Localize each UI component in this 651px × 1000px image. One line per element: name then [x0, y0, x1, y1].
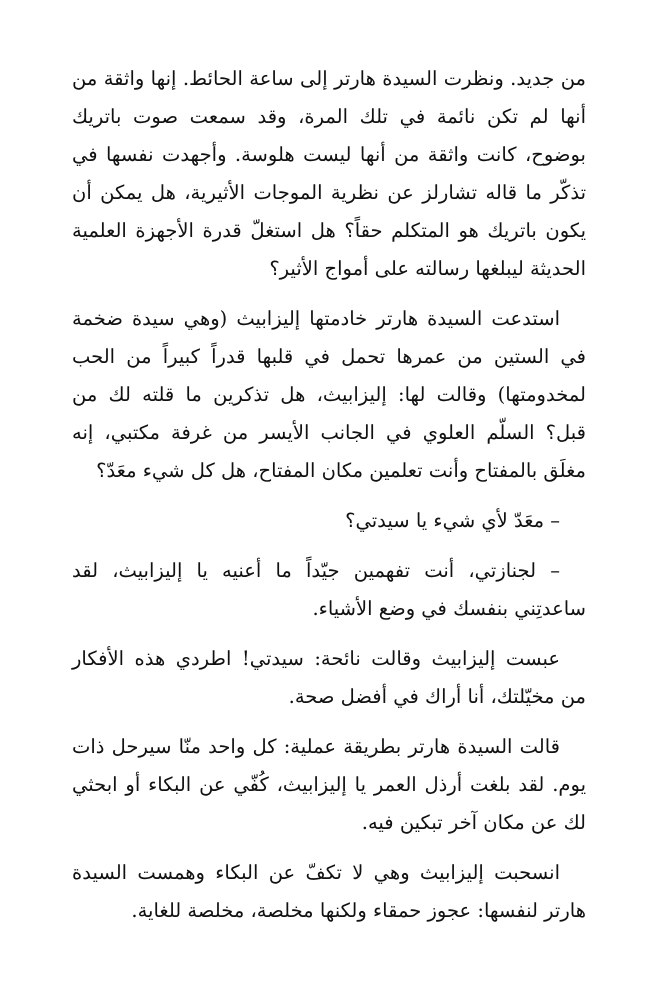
dialog-line-my-funeral: – لجنازتي، أنت تفهمين جيّداً ما أعنيه يا إليزابيث، لقد ساعدتِني بنفسك في وضع الأشياء.	[72, 559, 586, 620]
paragraph-practical-reply: قالت السيدة هارتر بطريقة عملية: كل واحد منّا سيرحل ذات يوم. لقد بلغت أرذل العمر يا إليزابيث، كُفّي عن البكاء أو ابحثي لك عن مكان آخر تبكين فيه.	[72, 735, 586, 834]
dialog-line-ready-for-what: – معَدّ لأي شيء يا سيدتي؟	[345, 509, 560, 532]
paragraph-continuation: من جديد. ونظرت السيدة هارتر إلى ساعة الحائط. إنها واثقة من أنها لم تكن نائمة في تلك المرة، وقد سمعت صوت باتريك بوضوح، كانت واثقة من أنها ليست هلوسة. وأجهدت نفسها في تذكّر ما قاله تشارلز عن نظرية الموجات الأثيرية، هل يمكن أن يكون باتريك هو المتكلم حقاً؟ هل استغلّ قدرة الأجهزة العلمية الحديثة ليبلغها رسالته على أمواج الأثير؟	[72, 67, 586, 280]
paragraph-elizabeth-summoned: استدعت السيدة هارتر خادمتها إليزابيث (وهي سيدة ضخمة في الستين من عمرها تحمل في قلبها قدراً كبيراً من الحب لمخدومتها) وقالت لها: إليزابيث، هل تذكرين ما قلته لك من قبل؟ السلّم العلوي في الجانب الأيسر من غرفة مكتبي، إنه مغلَق بالمفتاح وأنت تعلمين مكان المفتاح، هل كل شيء معَدّ؟	[72, 307, 586, 482]
paragraph-elizabeth-withdraws: انسحبت إليزابيث وهي لا تكفّ عن البكاء وهمست السيدة هارتر لنفسها: عجوز حمقاء ولكنها مخلصة، مخلصة للغاية.	[72, 861, 586, 922]
paragraph-elizabeth-frowns: عبست إليزابيث وقالت نائحة: سيدتي! اطردي هذه الأفكار من مخيّلتك، أنا أراك في أفضل صحة.	[72, 647, 586, 708]
